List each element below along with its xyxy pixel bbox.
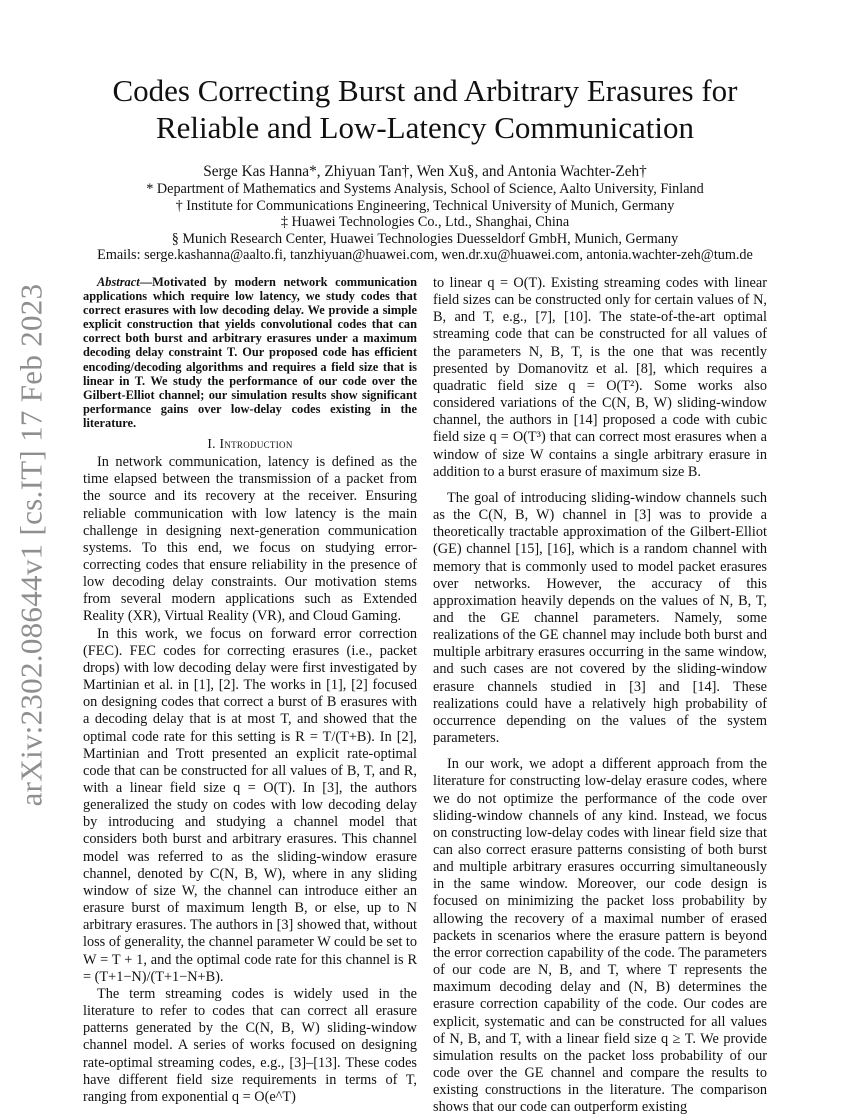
intro-paragraph-3: The term streaming codes is widely used in the literature to refer to codes that can correct all erasure patterns generated by the C(N, B, W) sliding-window channel model. A series of works focused on designing rate-optimal streaming codes, e.g., [3]–[13]. These codes have different field size requirements in terms of T, ranging from exponential q = O(e^T) (83, 985, 417, 1105)
abstract (83, 275, 417, 430)
section-title: Introduction (219, 436, 293, 452)
author-emails: Emails: serge.kashanna@aalto.fi, tanzhiyuan@huawei.com, wen.dr.xu@huawei.com, antonia.wachter-zeh@tum.de (97, 247, 753, 264)
section-number: I. (207, 436, 216, 452)
arxiv-id: arXiv:2302.08644v1 [cs.IT] 17 Feb 2023 (13, 283, 49, 807)
intro-paragraph-5: In our work, we adopt a different approach from the literature for constructing low-delay erasure codes, where we do not optimize the performance of the code over sliding-window channels of any kind. Instead, we focus on constructing low-delay codes with linear field size that can also correct erasure patterns consisting of both burst and multiple arbitrary erasures occurring simultaneously in the same window. Moreover, our code design is focused on minimizing the packet loss probability by allowing the recovery of a maximal number of erased packets in scenarios where the erasure pattern is beyond the error correction capability of the code. The parameters of our code are N, B, and T, where T represents the maximum decoding delay and (N, B) determines the erasure correction capability of the code. Our codes are explicit, systematic and can be constructed for all values of N, B, and T, with a linear field size q ≥ T. We provide simulation results on the packet loss probability of our code over the GE channel and compare the results to existing constructions in the literature. The comparison shows that our code can outperform existing (433, 756, 767, 1116)
title-line-2: Reliable and Low-Latency Communication (155, 110, 695, 145)
left-column (83, 275, 417, 1106)
affiliation-tum: † Institute for Communications Engineering, Technical University of Munich, Germany (175, 197, 675, 214)
arxiv-identifier-stamp (8, 283, 54, 807)
section-heading-introduction (83, 435, 417, 452)
author-block (60, 162, 790, 264)
intro-paragraph-1: In network communication, latency is defined as the time elapsed between the transmission of a packet from the source and its recovery at the receiver. Ensuring reliable communication with low latency is the main challenge in designing next-generation communication systems. To this end, we focus on studying error-correcting codes that ensure reliability in the presence of low decoding delay constraints. Our motivation stems from several modern applications such as Extended Reality (XR), Virtual Reality (VR), and Cloud Gaming. (83, 454, 417, 625)
intro-paragraph-2: In this work, we focus on forward error correction (FEC). FEC codes for correcting erasures (i.e., packet drops) with low decoding delay were first investigated by Martinian et al. in [1], [2]. The works in [1], [2] focused on designing codes that correct a burst of B erasures with a decoding delay that is at most T, and showed that the optimal code rate for this setting is R = T/(T+B). In [2], Martinian and Trott presented an explicit rate-optimal code that can be constructed for all values of B, T, and R, with a linear field size q = O(T). In [3], the authors generalized the study on codes with low decoding delay by introducing and studying a channel model that considers both burst and arbitrary erasures. This channel model was referred to as the sliding-window erasure channel, denoted by C(N, B, W), where in any sliding window of size W, the channel can introduce either an erasure burst of maximum length B, or else, up to N arbitrary erasures. The authors in [3] showed that, without loss of generality, the channel parameter W could be set to W = T + 1, and the optimal code rate for this channel is R = (T+1−N)/(T+1−N+B). (83, 625, 418, 985)
right-column (433, 275, 767, 1117)
title-line-1: Codes Correcting Burst and Arbitrary Erasures for (112, 73, 738, 108)
affiliation-huawei-munich: § Munich Research Center, Huawei Technologies Duesseldorf GmbH, Munich, Germany (171, 230, 679, 247)
affiliation-aalto: * Department of Mathematics and Systems Analysis, School of Science, Aalto University, Finland (146, 181, 704, 197)
intro-paragraph-3-continued: to linear q = O(T). Existing streaming codes with linear field sizes can be constructed only for certain values of N, B, and T, e.g., [7], [10]. The state-of-the-art optimal streaming code that can be constructed for all values of the parameters N, B, T, is the one that was recently presented by Domanovitz et al. [8], which requires a quadratic field size q = O(T²). Some works also considered variations of the C(N, B, W) sliding-window channel, the authors in [14] proposed a code with cubic field size q = O(T³) that can correct most erasures when a window of size W contains a single arbitrary erasure in addition to a burst erasure of maximum size B. (433, 275, 767, 480)
abstract-text: —Motivated by modern network communication applications which require low latency, we study codes that correct erasures with low decoding delay. We provide a simple explicit construction that yields convolutional codes that can correct both burst and arbitrary erasures under a maximum decoding delay constraint T. Our proposed code has efficient encoding/decoding algorithms and requires a field size that is linear in T. We study the performance of our code over the Gilbert-Elliot channel; our simulation results show significant performance gains over low-delay codes existing in the literature. (83, 275, 417, 430)
abstract-label: Abstract (97, 275, 140, 289)
author-names: Serge Kas Hanna*, Zhiyuan Tan†, Wen Xu§, and Antonia Wachter-Zeh† (203, 163, 647, 180)
affiliation-huawei-shanghai: ‡ Huawei Technologies Co., Ltd., Shanghai, China (280, 214, 570, 231)
paper-title (60, 72, 790, 146)
intro-paragraph-4: The goal of introducing sliding-window channels such as the C(N, B, W) channel in [3] was to provide a theoretically tractable approximation of the Gilbert-Elliot (GE) channel [15], [16], which is a random channel with memory that is commonly used to model packet erasures over networks. However, the accuracy of this approximation heavily depends on the values of N, B, T, and the GE channel parameters. Namely, some realizations of the GE channel may include both burst and multiple arbitrary erasures occurring in the same window, and such cases are not covered by the sliding-window erasure channels studied in [3] and [14]. These realizations could have a relatively high probability of occurrence depending on the values of the system parameters. (433, 489, 767, 747)
